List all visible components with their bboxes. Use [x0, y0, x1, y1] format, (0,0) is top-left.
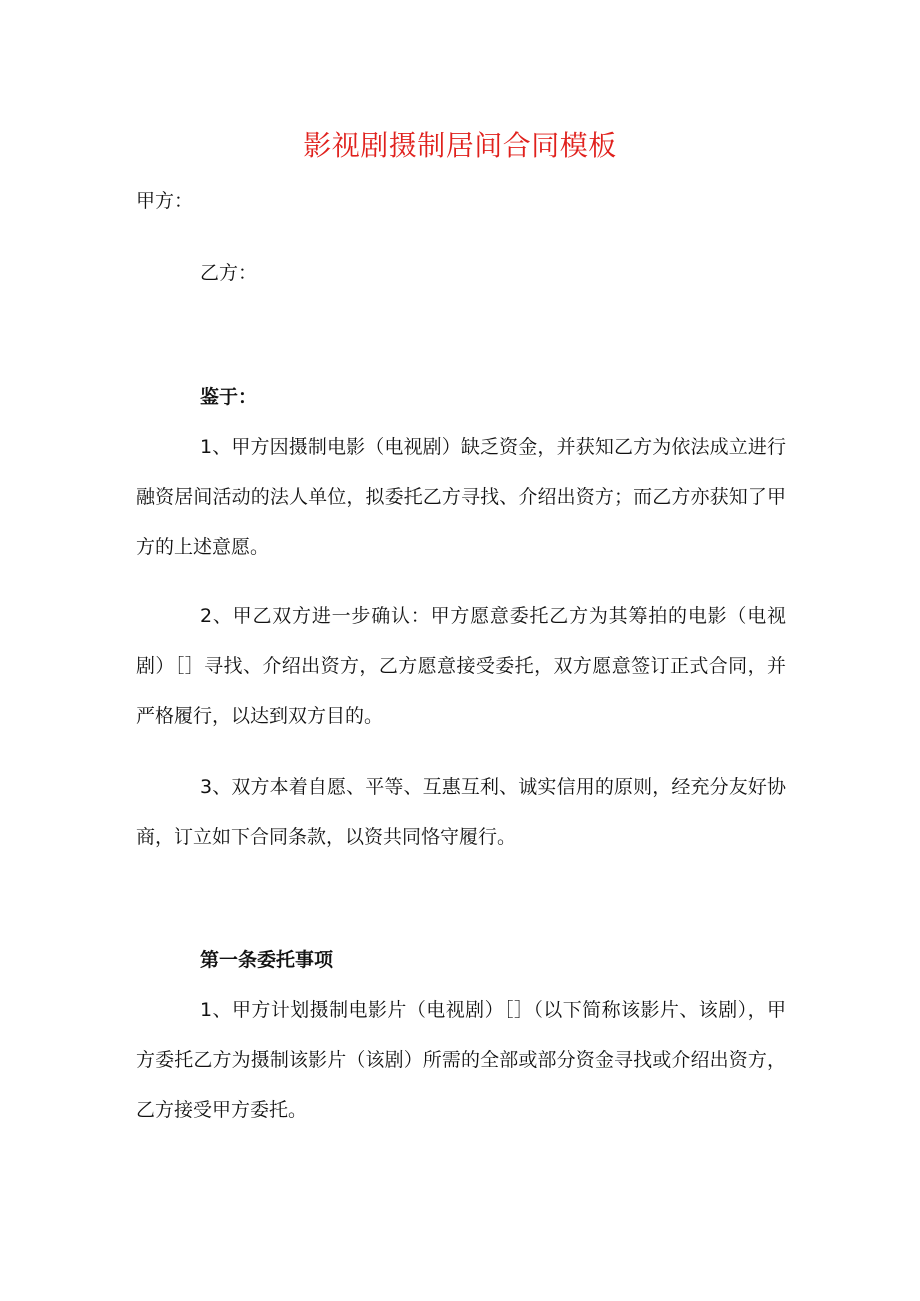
document-title: 影视剧摄制居间合同模板	[303, 129, 617, 162]
article-1-clause-1: 1、甲方计划摄制电影片（电视剧）［］（以下简称该影片、该剧），甲方委托乙方为摄制该影片（该剧）所需的全部或部分资金寻找或介绍出资方，乙方接受甲方委托。	[136, 999, 786, 1121]
whereas-clause-2: 2、甲乙双方进一步确认：甲方愿意委托乙方为其筹拍的电影（电视剧）［］寻找、介绍出资方，乙方愿意接受委托，双方愿意签订正式合同，并严格履行，以达到双方目的。	[136, 605, 786, 727]
whereas-clause-2-block	[136, 591, 786, 741]
whereas-clause-1: 1、甲方因摄制电影（电视剧）缺乏资金，并获知乙方为依法成立进行融资居间活动的法人单位，拟委托乙方寻找、介绍出资方；而乙方亦获知了甲方的上述意愿。	[136, 436, 786, 558]
whereas-section	[136, 372, 786, 572]
article-1-heading: 第一条委托事项	[200, 949, 334, 971]
whereas-heading: 鉴于：	[200, 386, 258, 408]
whereas-clause-3-block	[136, 762, 786, 862]
party-a-label: 甲方：	[136, 190, 194, 212]
whereas-clause-3: 3、双方本着自愿、平等、互惠互利、诚实信用的原则，经充分友好协商，订立如下合同条款，以资共同恪守履行。	[136, 776, 786, 848]
party-b-label: 乙方：	[200, 262, 258, 284]
article-1-section	[136, 935, 786, 1135]
